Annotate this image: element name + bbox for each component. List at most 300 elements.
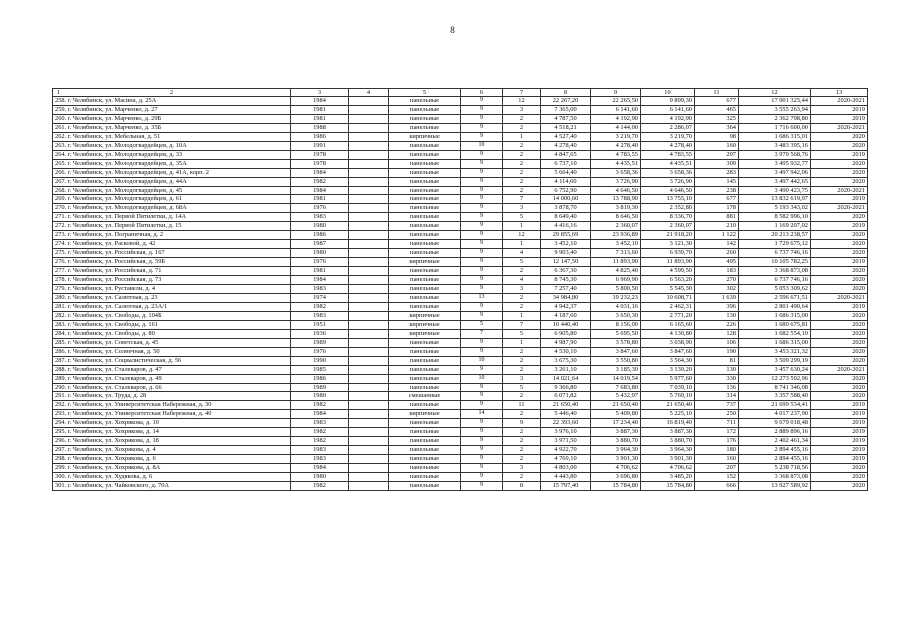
table-cell: 130 [695,365,739,374]
table-cell: 3 368 873,08 [739,473,811,482]
table-cell: 1 [503,311,541,320]
table-cell: 11 893,90 [591,258,641,267]
table-cell: 10 [461,356,503,365]
table-cell: 21 699 534,41 [739,401,811,410]
table-cell [349,383,389,392]
table-cell: 1988 [291,123,349,132]
table-cell: 9 [461,249,503,258]
table-cell: 2 [503,168,541,177]
table-cell: 9 [461,132,503,141]
table-cell [349,159,389,168]
table-cell: 2020-2021 [811,97,868,106]
table-cell: 2020 [811,481,868,490]
table-cell: 12 [503,97,541,106]
table-row [53,123,868,132]
table-cell: 1 686 315,00 [739,311,811,320]
table-cell: 2 362 798,80 [739,114,811,123]
table-cell: 1 169 207,02 [739,222,811,231]
table-cell: 2020 [811,276,868,285]
table-cell: 8 336,70 [641,213,695,222]
table-cell: 314 [695,392,739,401]
table-cell: панельные [389,114,461,123]
table-cell: 8 649,40 [541,213,591,222]
table-cell: 2019 [811,105,868,114]
column-header [53,89,291,97]
table-cell: 3 490 423,75 [739,186,811,195]
table-cell: 3 964,30 [591,446,641,455]
table-cell: 3 847,60 [641,347,695,356]
table-cell: 2019 [811,428,868,437]
table-row [53,383,868,392]
table-row [53,195,868,204]
table-cell: 19 232,23 [591,293,641,302]
table-cell: 4 599,50 [641,267,695,276]
table-cell: панельные [389,347,461,356]
table-cell [349,186,389,195]
table-cell [349,464,389,473]
table-cell: 9 [461,365,503,374]
table-cell: 264. г. Челябинск, ул. Молодогвардейцев, д. 33 [53,150,291,159]
table-cell: 9 [461,186,503,195]
table-cell: 4 192,90 [641,114,695,123]
table-cell: 9 366,80 [541,383,591,392]
table-row [53,249,868,258]
table-cell: 9 [461,285,503,294]
table-cell: кирпичные [389,320,461,329]
table-cell: 17 234,40 [591,419,641,428]
table-cell: 279. г. Челябинск, ул. Руставели, д. 4 [53,285,291,294]
table-cell: 265. г. Челябинск, ул. Молодогвардейцев, д. 35А [53,159,291,168]
table-cell: 1 729 675,12 [739,240,811,249]
table-cell: 207 [695,464,739,473]
table-cell: 210 [695,222,739,231]
table-cell: кирпичные [389,258,461,267]
table-cell: панельные [389,473,461,482]
table-cell: 1986 [291,132,349,141]
table-cell: 4 192,90 [591,114,641,123]
table-cell: 4 [503,276,541,285]
table-cell: 3 901,30 [641,455,695,464]
table-cell: 1 716 600,00 [739,123,811,132]
table-cell: 250 [695,410,739,419]
table-cell: 98 [695,132,739,141]
table-cell: 4 527,40 [541,132,591,141]
table-row [53,374,868,383]
table-cell: 9 [461,311,503,320]
table-cell: 6 165,60 [641,320,695,329]
table-cell: 6 737 746,16 [739,276,811,285]
table-cell: 5 446,40 [541,410,591,419]
table-cell: 2020-2021 [811,293,868,302]
page-number: 8 [450,25,455,35]
header-row [53,89,868,97]
table-cell: 4 518,21 [541,123,591,132]
table-cell: 2 [503,437,541,446]
table-cell: 2020 [811,267,868,276]
table-row [53,428,868,437]
table-cell [349,356,389,365]
table-cell: 9 903,40 [541,249,591,258]
table-cell: 5 409,80 [591,410,641,419]
table-cell: 11 893,90 [641,258,695,267]
table-row [53,392,868,401]
table-cell: 176 [695,437,739,446]
table-cell: 1985 [291,365,349,374]
table-cell: 289. г. Челябинск, ул. Сталеваров, д. 49 [53,374,291,383]
table-cell: 268. г. Челябинск, ул. Молодогвардейцев, д. 45 [53,186,291,195]
table-cell: 1983 [291,419,349,428]
table-cell: 7 257,40 [541,285,591,294]
table-cell: 1980 [291,249,349,258]
table-cell [349,410,389,419]
table-cell: 2020 [811,177,868,186]
table-cell: панельные [389,204,461,213]
table-cell: 11 [503,401,541,410]
column-header: 5 [389,89,461,97]
table-cell: 3 878,70 [541,204,591,213]
table-cell: 14 [461,410,503,419]
table-cell: 9 [461,150,503,159]
table-cell [349,168,389,177]
table-cell: 2 889 896,16 [739,428,811,437]
table-cell: 23 936,89 [591,231,641,240]
table-cell: 3 658,36 [641,168,695,177]
table-cell: 4 787,50 [541,114,591,123]
table-row [53,240,868,249]
table-cell: 2019 [811,258,868,267]
table-cell: 4 130,80 [641,329,695,338]
table-row [53,267,868,276]
table-cell: 1 [503,240,541,249]
table-cell: панельные [389,186,461,195]
table-cell: 4 144,00 [591,123,641,132]
table-cell: панельные [389,356,461,365]
table-cell: 330 [695,374,739,383]
table-cell: 3 121,30 [641,240,695,249]
table-row [53,365,868,374]
table-cell: 2 360,07 [591,222,641,231]
table-cell: 9 [461,267,503,276]
table-cell: 5 225,10 [641,410,695,419]
table-cell: 262. г. Челябинск, ул. Мебельная, д. 51 [53,132,291,141]
table-cell: 297. г. Челябинск, ул. Хохрякова, д. 4 [53,446,291,455]
table-row [53,320,868,329]
table-cell: 286. г. Челябинск, ул. Солнечная, д. 50 [53,347,291,356]
table-row [53,446,868,455]
table-row [53,464,868,473]
table-cell: 5 664,40 [541,168,591,177]
table-cell: 3 726,90 [591,177,641,186]
table-cell: 274. г. Челябинск, ул. Расковой, д. 42 [53,240,291,249]
table-cell: 21 650,40 [591,401,641,410]
table-cell: панельные [389,419,461,428]
table-row [53,231,868,240]
table-cell: 297 [695,150,739,159]
table-cell: 2 771,20 [641,311,695,320]
table-cell: 2 402 461,34 [739,437,811,446]
table-cell: панельные [389,401,461,410]
table-cell: 295. г. Челябинск, ул. Хохрякова, д. 14 [53,428,291,437]
table-cell: 5 [503,213,541,222]
table-cell: 13 755,10 [641,195,695,204]
table-cell: панельные [389,455,461,464]
table-cell: 16 819,40 [641,419,695,428]
column-header: 10 [641,89,695,97]
table-cell: смешанные [389,392,461,401]
table-cell: 9 [461,481,503,490]
table-row [53,356,868,365]
table-cell: 12 273 592,96 [739,374,811,383]
table-cell: 190 [695,347,739,356]
table-cell: 266. г. Челябинск, ул. Молодогвардейцев, д. 41А, корп. 2 [53,168,291,177]
table-cell: 292. г. Челябинск, ул. Университетская Набережная, д. 30 [53,401,291,410]
table-cell: 881 [695,213,739,222]
table-cell: 1 [503,222,541,231]
table-cell: 3 675,30 [541,356,591,365]
table-cell: 21 650,40 [641,401,695,410]
table-cell: 299. г. Челябинск, ул. Хохрякова, д. 8А [53,464,291,473]
table-cell: 2020 [811,320,868,329]
column-header: 11 [695,89,739,97]
table-row [53,150,868,159]
table-cell: панельные [389,293,461,302]
table-row [53,222,868,231]
table-cell: панельные [389,481,461,490]
table-cell: 6 071,82 [541,392,591,401]
table-cell: 4 031,16 [591,302,641,311]
table-cell: 260. г. Челябинск, ул. Марченко, д. 29Б [53,114,291,123]
column-header: 9 [591,89,641,97]
table-row [53,276,868,285]
table-cell: 4 278,40 [541,141,591,150]
table-cell: 4 706,62 [591,464,641,473]
table-cell: 280. г. Челябинск, ул. Салютная, д. 23 [53,293,291,302]
table-cell: 5 [503,329,541,338]
table-cell: 2 894 455,16 [739,455,811,464]
table-cell: 3 880,70 [591,437,641,446]
table-cell: 226 [695,320,739,329]
table-cell: 128 [695,329,739,338]
table-cell: 9 [461,213,503,222]
table-cell: 145 [695,177,739,186]
table-row [53,159,868,168]
table-row [53,473,868,482]
table-row [53,168,868,177]
table-cell: 260 [695,249,739,258]
table-cell: 1976 [291,258,349,267]
table-cell: 1978 [291,159,349,168]
table-cell: 4 783,55 [591,150,641,159]
table-cell: 1982 [291,481,349,490]
table-cell: 10 [461,141,503,150]
column-header: 7 [503,89,541,97]
table-cell: 2 [503,446,541,455]
table-cell: 9 [461,347,503,356]
table-cell: 2020 [811,240,868,249]
table-cell: 300. г. Челябинск, ул. Худякова, д. 6 [53,473,291,482]
table-cell: 3 509 299,19 [739,356,811,365]
table-cell [349,365,389,374]
table-cell [349,240,389,249]
table-cell [349,481,389,490]
table-cell: 4 443,80 [541,473,591,482]
table-cell: 4 803,00 [541,464,591,473]
table-cell [349,401,389,410]
table-cell: 1989 [291,338,349,347]
table-cell: 2 [503,186,541,195]
table-cell: 5 [503,383,541,392]
table-cell: 291. г. Челябинск, ул. Труда, д. 28 [53,392,291,401]
table-cell: 294. г. Челябинск, ул. Хохрякова, д. 10 [53,419,291,428]
table-cell: 3 578,80 [591,338,641,347]
column-header: 6 [461,89,503,97]
table-cell: 5 769,10 [641,392,695,401]
table-cell: 9 [461,114,503,123]
table-cell: 2020 [811,392,868,401]
table-cell: 2 [503,356,541,365]
table-cell: 1976 [291,347,349,356]
table-cell: 325 [695,114,739,123]
table-cell: 15 797,40 [541,481,591,490]
table-cell: 3 964,30 [641,446,695,455]
table-row [53,419,868,428]
table-cell: 3 880,70 [641,437,695,446]
table-cell: 20 213 238,57 [739,231,811,240]
table-body [53,97,868,491]
table-cell: 3 901,30 [591,455,641,464]
table-cell: 282. г. Челябинск, ул. Свободы, д. 104Б [53,311,291,320]
table-row [53,105,868,114]
table-cell: 1 680 675,81 [739,320,811,329]
table-cell: 298. г. Челябинск, ул. Хохрякова, д. 6 [53,455,291,464]
table-cell: 3 564,30 [641,356,695,365]
table-cell: 302 [695,285,739,294]
table-cell [349,374,389,383]
table-cell: 3 979 568,76 [739,150,811,159]
table-cell: 3 497 942,06 [739,168,811,177]
table-cell: панельные [389,97,461,106]
table-cell: 172 [695,428,739,437]
table-cell: 261. г. Челябинск, ул. Марченко, д. 35Б [53,123,291,132]
table-cell [349,455,389,464]
table-cell: 263. г. Челябинск, ул. Молодогвардейцев, д. 10А [53,141,291,150]
table-cell: 29 855,69 [541,231,591,240]
table-cell: 17 901 325,44 [739,97,811,106]
table-cell: панельные [389,123,461,132]
table-cell: 5 [503,258,541,267]
table-cell: 737 [695,401,739,410]
table-cell [349,141,389,150]
table-cell: 283. г. Челябинск, ул. Свободы, д. 161 [53,320,291,329]
table-cell: 2 [503,428,541,437]
table-cell: 8 741 346,08 [739,383,811,392]
table-cell: 278. г. Челябинск, ул. Российская, д. 73 [53,276,291,285]
table-cell: 10 105 782,25 [739,258,811,267]
table-cell: 465 [695,105,739,114]
table-cell: панельные [389,276,461,285]
table-cell: 4 769,10 [541,455,591,464]
table-cell: 14 019,54 [591,374,641,383]
table-cell: 2019 [811,195,868,204]
table-cell: 178 [695,204,739,213]
table-cell: 22 265,50 [591,97,641,106]
table-cell: 160 [695,455,739,464]
table-row [53,132,868,141]
table-cell: 4 646,50 [641,186,695,195]
table-cell: 2019 [811,419,868,428]
table-cell: 12 [503,231,541,240]
table-cell: 136 [695,383,739,392]
table-cell: 4 922,70 [541,446,591,455]
table-cell: 2020-2021 [811,123,868,132]
table-cell: 180 [695,446,739,455]
table-cell: 1983 [291,311,349,320]
table-cell: 269. г. Челябинск, ул. Молодогвардейцев, д. 61 [53,195,291,204]
table-row [53,285,868,294]
table-cell: 7 [503,195,541,204]
table-cell: 3 [503,285,541,294]
table-cell: 7 313,60 [591,249,641,258]
table-cell: 1986 [291,374,349,383]
table-cell: 1984 [291,186,349,195]
table-cell: 21 918,20 [641,231,695,240]
table-row [53,437,868,446]
table-cell: 4 783,55 [641,150,695,159]
table-row [53,401,868,410]
table-cell: 277. г. Челябинск, ул. Российская, д. 71 [53,267,291,276]
table-cell [349,132,389,141]
table-cell: 1980 [291,473,349,482]
table-cell: 1986 [291,231,349,240]
table-cell: панельные [389,177,461,186]
table-cell: панельные [389,437,461,446]
table-cell: панельные [389,105,461,114]
table-cell: 9 [461,302,503,311]
table-cell: 3 [503,105,541,114]
table-cell: 1982 [291,302,349,311]
table-cell: 238 [695,186,739,195]
table-cell: 4 [503,249,541,258]
table-row [53,204,868,213]
table-cell: 2 [503,410,541,419]
table-cell: 3 453 321,32 [739,347,811,356]
table-cell: 2 [503,473,541,482]
table-cell: 2020 [811,159,868,168]
table-cell: панельные [389,383,461,392]
table-cell: 1982 [291,401,349,410]
table-cell [349,105,389,114]
table-cell: 2019 [811,222,868,231]
table-cell: 272. г. Челябинск, ул. Первой Пятилетки, д. 15 [53,222,291,231]
table-cell: 309 [695,159,739,168]
table-cell: 276. г. Челябинск, ул. Российская, д. 59Б [53,258,291,267]
table-cell: 5 [461,320,503,329]
table-cell: 2019 [811,150,868,159]
table-cell: 301. г. Челябинск, ул. Чайковского, д. 70А [53,481,291,490]
table-cell: 152 [695,473,739,482]
table-cell: 5 238 718,56 [739,464,811,473]
table-cell: 8 646,50 [591,213,641,222]
column-header-label: 2 [169,89,174,96]
column-header: 13 [811,89,868,97]
table-cell: 273. г. Челябинск, ул. Пограничная, д. 2 [53,231,291,240]
table-cell: 142 [695,240,739,249]
table-row [53,455,868,464]
table-cell: панельные [389,222,461,231]
table-cell: 6 905,80 [541,329,591,338]
table-cell: 13 927 589,92 [739,481,811,490]
table-cell: 3 887,30 [591,428,641,437]
